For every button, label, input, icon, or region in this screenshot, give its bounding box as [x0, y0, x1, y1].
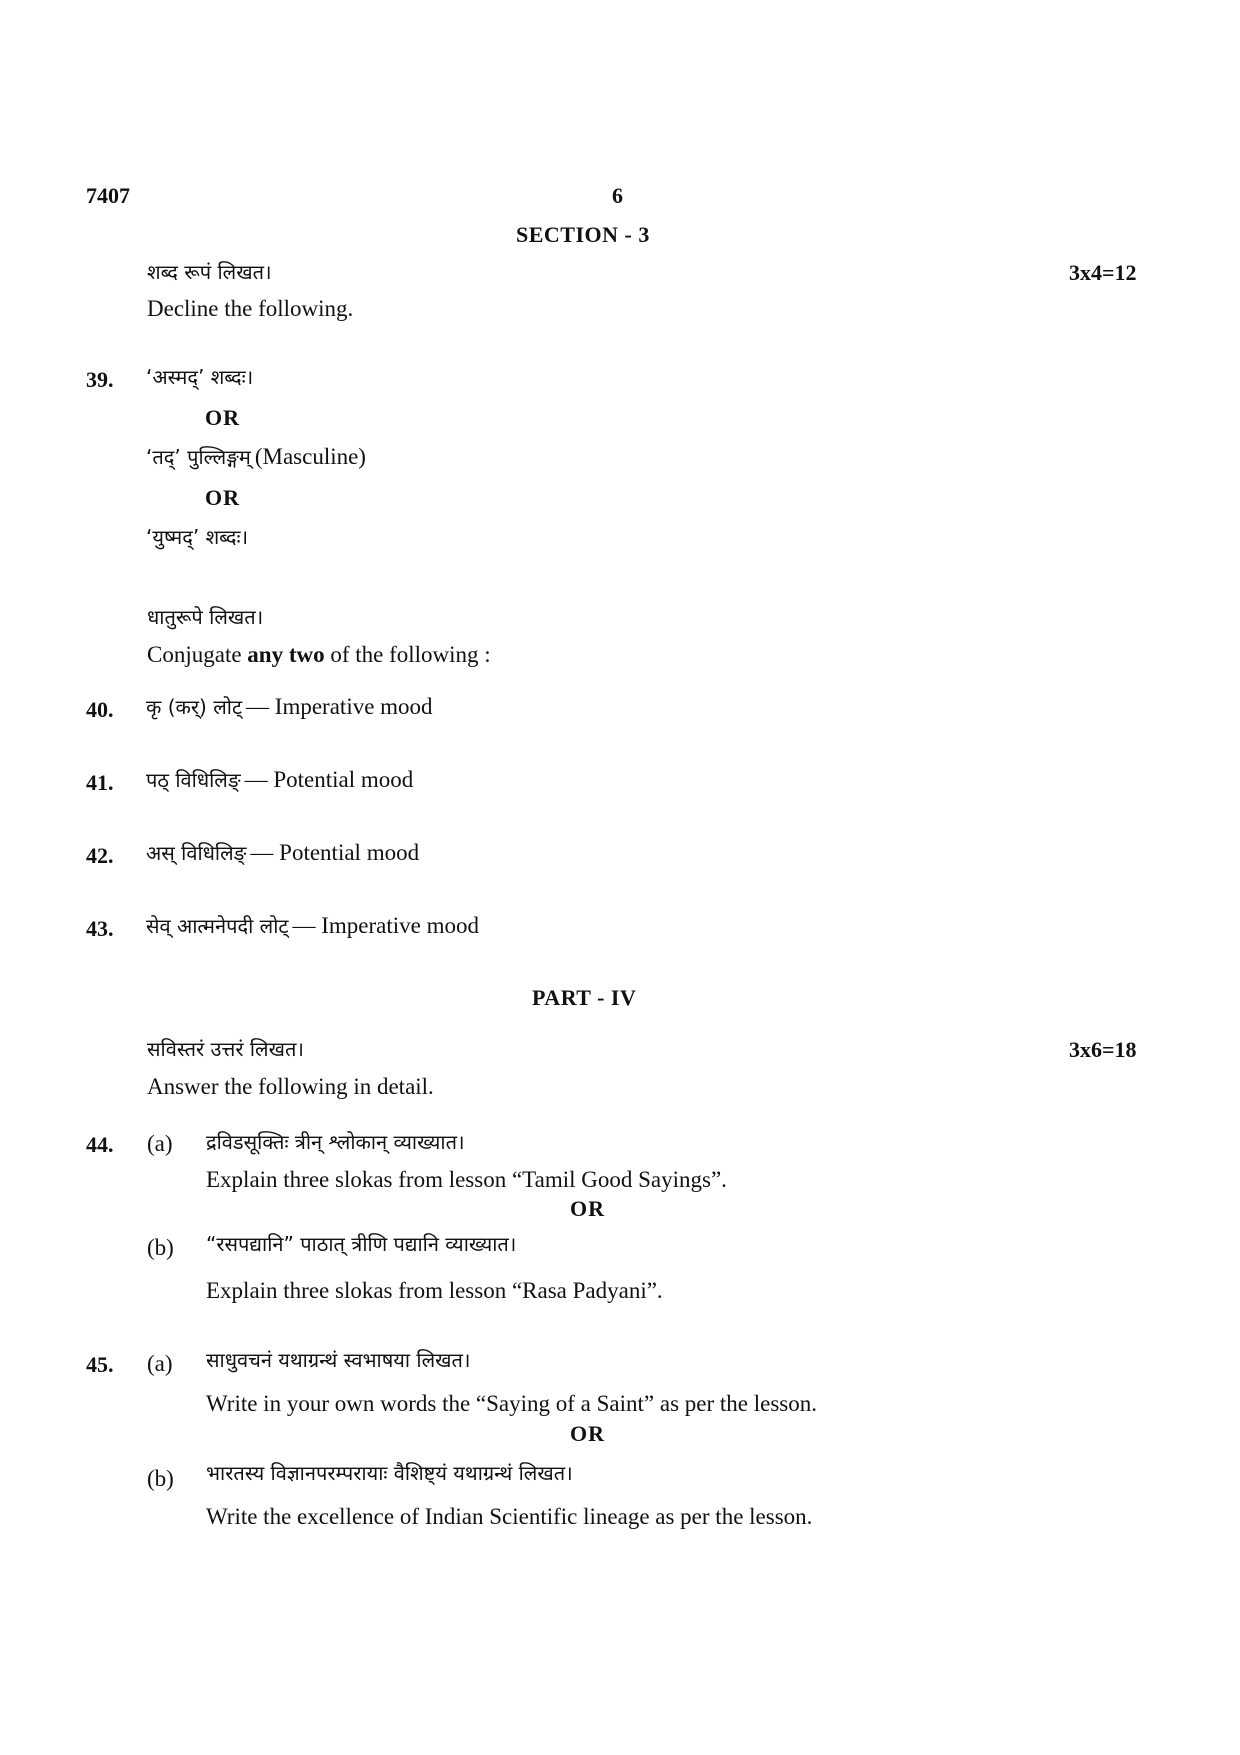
subquestion-label: (a) [147, 1351, 173, 1376]
subquestion-sanskrit: “रसपद्यानि” पाठात् त्रीणि पद्यानि व्याख्यात। [206, 1232, 517, 1256]
question-sanskrit: पठ् विधिलिङ् [146, 768, 241, 792]
subquestion-sanskrit: भारतस्य विज्ञानपरम्परायाः वैशिष्ट्यं यथाग्रन्थं लिखत। [206, 1461, 573, 1485]
section-title: SECTION - 3 [516, 222, 650, 247]
question-text [146, 912, 479, 940]
question-sanskrit: सेव् आत्मनेपदी लोट् [146, 914, 289, 938]
question-number: 44. [86, 1132, 114, 1157]
question-text [146, 693, 433, 721]
question-english: — Imperative mood [246, 694, 433, 719]
question-option: ‘युष्मद्’ शब्दः। [146, 525, 249, 549]
question-number: 40. [86, 697, 114, 722]
question-option: ‘अस्मद्’ शब्दः। [146, 365, 254, 389]
part-instruction-sanskrit: सविस्तरं उत्तरं लिखत। [147, 1037, 304, 1061]
question-english: — Potential mood [250, 840, 420, 865]
question-number: 43. [86, 916, 114, 941]
instruction-emphasis: any two [247, 642, 325, 667]
subquestion-label: (b) [147, 1466, 174, 1491]
question-text [146, 766, 413, 794]
instruction-text: Conjugate [147, 642, 242, 667]
question-number: 41. [86, 770, 114, 795]
section-instruction-sanskrit: शब्द रूपं लिखत। [147, 260, 272, 284]
option-sanskrit: ‘तद्’ पुल्लिङ्गम् [146, 445, 251, 469]
question-sanskrit: अस् विधिलिङ् [146, 841, 247, 865]
question-english: — Imperative mood [292, 913, 479, 938]
question-number: 39. [86, 367, 114, 392]
subquestion-english: Explain three slokas from lesson “Tamil Good Sayings”. [206, 1167, 727, 1192]
part-title: PART - IV [532, 985, 637, 1010]
paper-code: 7407 [86, 183, 130, 208]
or-separator: OR [205, 485, 240, 510]
instruction-text: of the following : [330, 642, 491, 667]
conjugation-instruction-sanskrit: धातुरूपे लिखत। [147, 605, 264, 629]
subquestion-sanskrit: साधुवचनं यथाग्रन्थं स्वभाषया लिखत। [206, 1348, 471, 1372]
question-number: 45. [86, 1352, 114, 1377]
or-separator: OR [205, 405, 240, 430]
question-text [146, 839, 419, 867]
option-english: (Masculine) [254, 444, 366, 469]
section-instruction-english: Decline the following. [147, 296, 354, 321]
question-option [146, 443, 366, 471]
subquestion-english: Explain three slokas from lesson “Rasa Padyani”. [206, 1278, 663, 1303]
or-separator: OR [570, 1196, 605, 1221]
part-instruction-english: Answer the following in detail. [147, 1074, 434, 1099]
question-number: 42. [86, 843, 114, 868]
subquestion-english: Write the excellence of Indian Scientific lineage as per the lesson. [206, 1504, 813, 1529]
subquestion-label: (a) [147, 1131, 173, 1156]
page-number: 6 [612, 183, 623, 208]
subquestion-english: Write in your own words the “Saying of a Saint” as per the lesson. [206, 1391, 817, 1416]
section-marks: 3x4=12 [1069, 260, 1137, 285]
subquestion-label: (b) [147, 1235, 174, 1260]
conjugation-instruction-english [147, 641, 491, 669]
question-english: — Potential mood [244, 767, 414, 792]
question-sanskrit: कृ (कर्) लोट् [146, 695, 243, 719]
or-separator: OR [570, 1421, 605, 1446]
part-marks: 3x6=18 [1069, 1037, 1137, 1062]
subquestion-sanskrit: द्रविडसूक्तिः त्रीन् श्लोकान् व्याख्यात। [206, 1130, 465, 1154]
